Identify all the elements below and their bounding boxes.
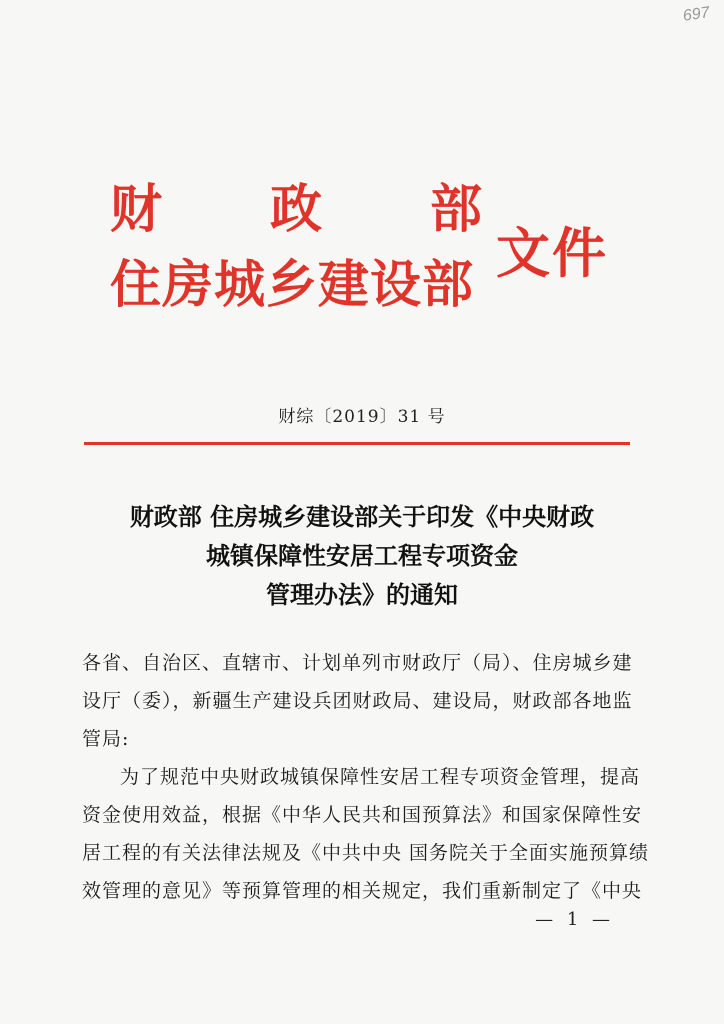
title-line: 财政部 住房城乡建设部关于印发《中央财政 — [129, 503, 595, 531]
addressee-line: 设厅（委），新疆生产建设兵团财政局、建设局，财政部各地监 — [82, 690, 633, 712]
body-paragraph — [82, 758, 650, 910]
document-type-label: 文件 — [496, 222, 608, 285]
issuer-char: 政 — [269, 180, 322, 240]
paragraph-line: 居工程的有关法律法规及《中共中央 国务院关于全面实施预算绩 — [82, 842, 650, 864]
addressee-block — [82, 644, 644, 758]
issuer-char: 部 — [429, 180, 482, 240]
paragraph-line: 效管理的意见》等预算管理的相关规定，我们重新制定了《中央 — [82, 880, 643, 902]
title-line: 管理办法》的通知 — [266, 581, 458, 609]
paragraph-line: 资金使用效益，根据《中华人民共和国预算法》和国家保障性安 — [82, 804, 643, 826]
addressee-line: 管局: — [82, 728, 130, 750]
issuer-ministry-of-finance — [110, 178, 482, 242]
paragraph-line: 为了规范中央财政城镇保障性安居工程专项资金管理，提高 — [120, 766, 641, 788]
document-title — [60, 498, 664, 615]
red-divider-line — [84, 442, 630, 445]
handwritten-page-mark: 697 — [682, 4, 711, 25]
issuer-char: 财 — [110, 180, 163, 240]
page-number: — 1 — — [535, 909, 614, 930]
title-line: 城镇保障性安居工程专项资金 — [206, 542, 518, 570]
addressee-line: 各省、自治区、直辖市、计划单列市财政厅（局）、住房城乡建 — [82, 652, 633, 674]
document-number: 财综〔2019〕31 号 — [278, 407, 446, 427]
issuer-ministry-of-housing: 住房城乡建设部 — [110, 256, 475, 315]
